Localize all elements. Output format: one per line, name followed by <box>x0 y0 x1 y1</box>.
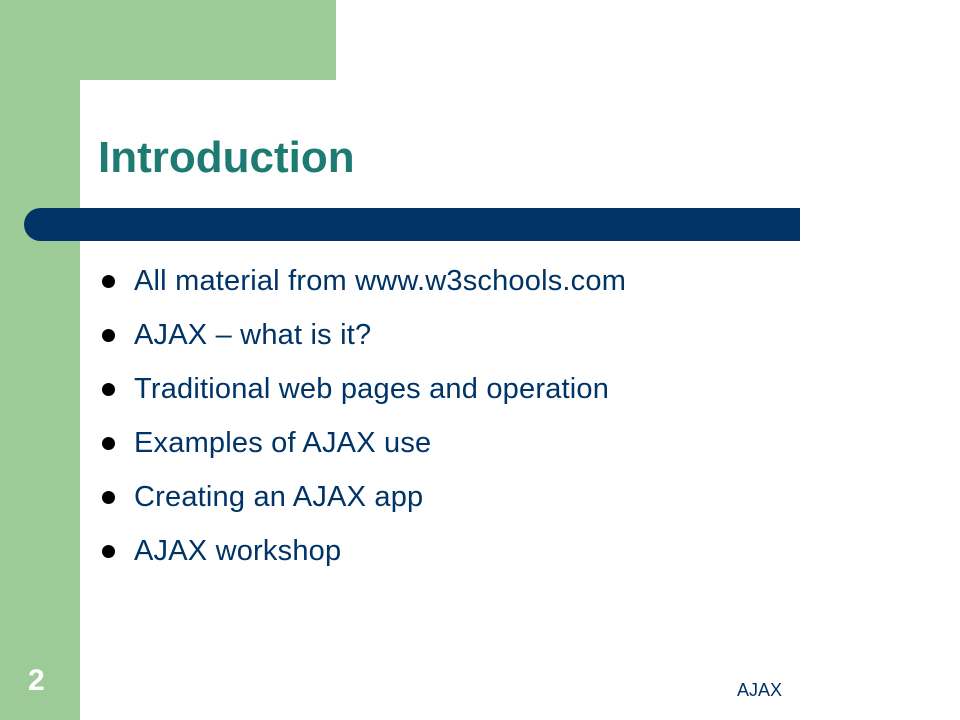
bullet-text: AJAX workshop <box>134 534 342 567</box>
green-frame-left <box>0 0 80 720</box>
bullet-text: Examples of AJAX use <box>134 426 432 459</box>
bullet-dot-icon <box>102 329 115 342</box>
bullet-dot-icon <box>102 545 115 558</box>
bullet-item <box>100 470 626 524</box>
bullet-dot-icon <box>102 383 115 396</box>
slide-number: 2 <box>28 664 45 697</box>
bullet-item <box>100 308 626 362</box>
bullet-dot-icon <box>102 491 115 504</box>
bullet-text: Creating an AJAX app <box>134 480 424 513</box>
bullet-dot-icon <box>102 437 115 450</box>
content-corner <box>80 80 140 140</box>
slide-title: Introduction <box>98 133 355 182</box>
bullet-item <box>100 524 626 578</box>
bullet-item <box>100 362 626 416</box>
bullet-dot-icon <box>102 275 115 288</box>
footer-label: AJAX <box>737 680 783 700</box>
green-frame-top <box>0 0 336 80</box>
bullet-text: All material from www.w3schools.com <box>134 264 627 297</box>
bullet-item <box>100 254 626 308</box>
bullet-item <box>100 416 626 470</box>
bullet-text: Traditional web pages and operation <box>134 372 610 405</box>
bullet-text: AJAX – what is it? <box>134 318 372 351</box>
title-divider-bar <box>24 208 800 241</box>
bullet-list <box>100 254 626 578</box>
